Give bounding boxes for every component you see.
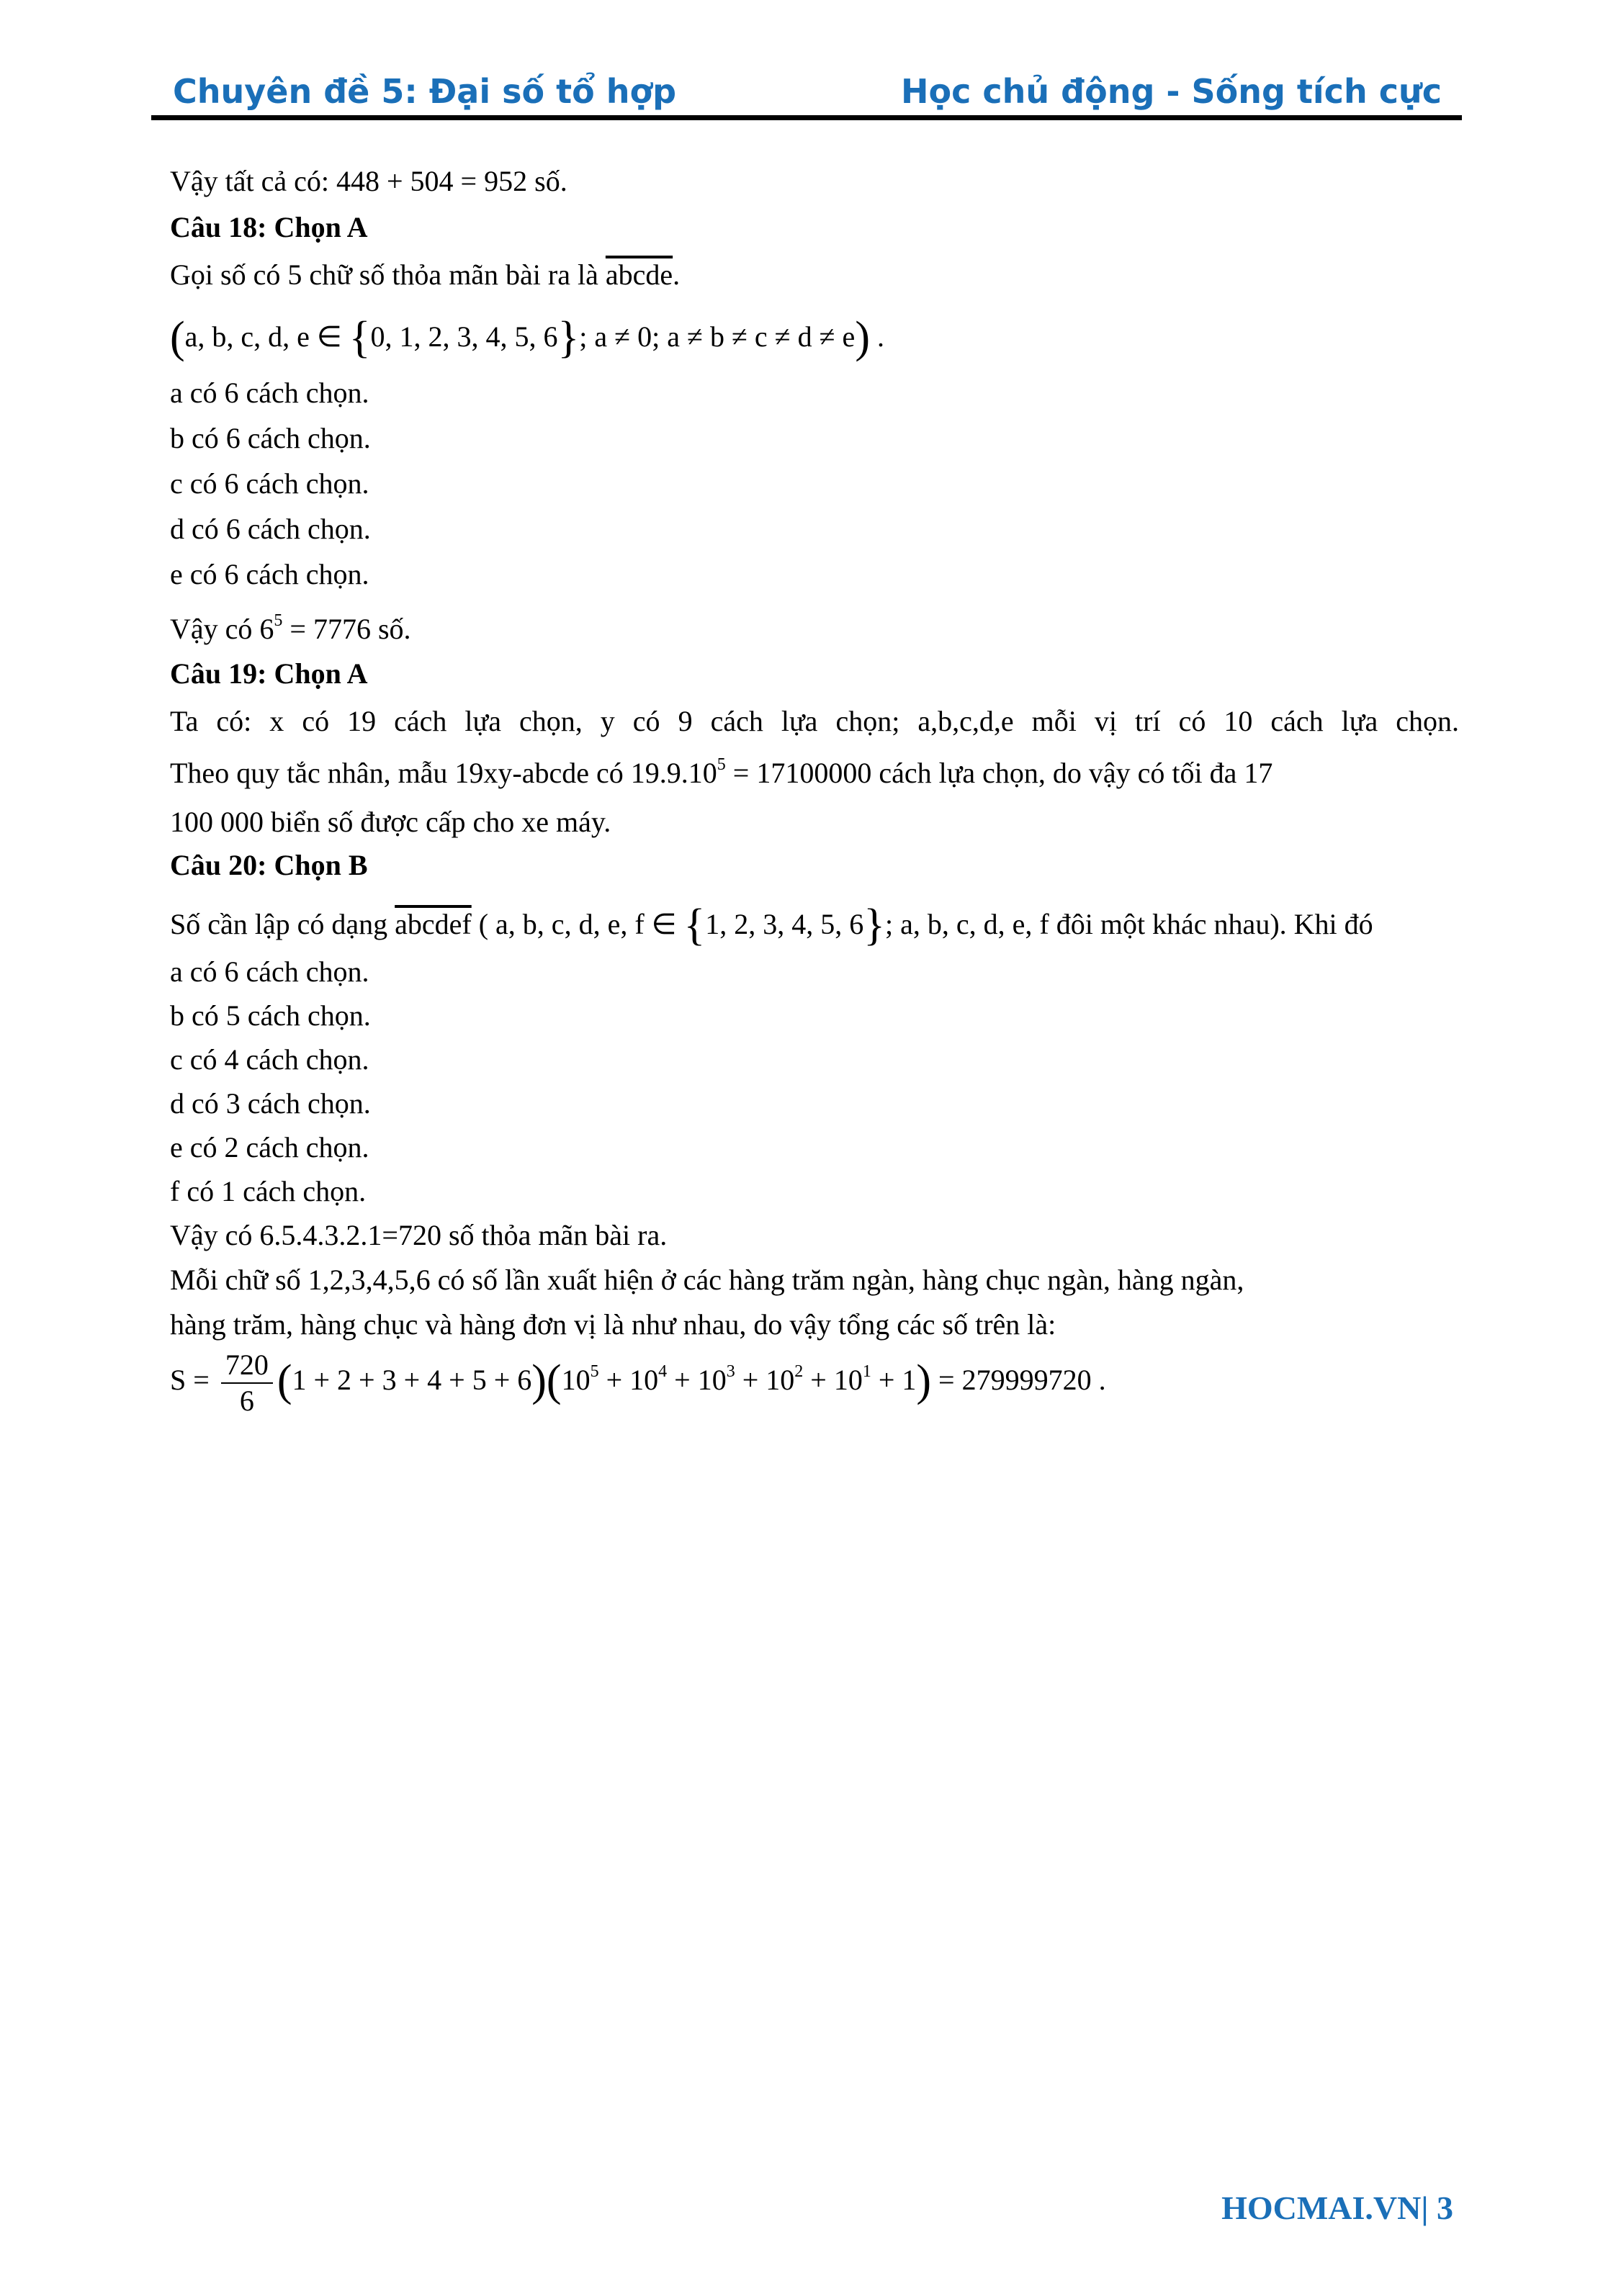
header-slogan: Học chủ động - Sống tích cực: [901, 72, 1442, 111]
text: = 7776 số.: [282, 613, 411, 645]
term: + 10: [667, 1364, 727, 1397]
q20-count-line: Vậy có 6.5.4.3.2.1=720 số thỏa mãn bài ra.: [170, 1219, 668, 1251]
exponent: 1: [862, 1362, 871, 1382]
number-notation: abcdef: [395, 908, 472, 940]
exponent: 5: [717, 755, 726, 774]
text: .: [869, 320, 884, 353]
text: Theo quy tắc nhân, mẫu 19xy-abcde có 19.9.10: [170, 757, 717, 789]
list-item: c có 4 cách chọn.: [170, 1043, 369, 1076]
text: .: [673, 258, 681, 291]
page-footer: [1221, 2189, 1453, 2227]
term: 10: [561, 1364, 591, 1397]
list-item: e có 2 cách chọn.: [170, 1131, 369, 1163]
list-item: e có 6 cách chọn.: [170, 558, 369, 590]
page-number: | 3: [1421, 2189, 1453, 2226]
formula-lhs: S =: [170, 1364, 210, 1397]
text: Số cần lập có dạng: [170, 908, 395, 940]
sum-formula: [170, 1348, 1106, 1418]
list-item: c có 6 cách chọn.: [170, 467, 369, 500]
total-count-line: [170, 164, 567, 199]
question-19-heading: Câu 19: Chọn A: [170, 657, 368, 690]
exponent: 5: [274, 611, 283, 630]
text: = 17100000 cách lựa chọn, do vậy có tối đa 17: [725, 757, 1273, 789]
set-lhs: ( a, b, c, d, e, f ∈: [471, 908, 684, 940]
header-divider: [151, 115, 1462, 120]
number-notation: abcde: [605, 258, 673, 291]
exponent: 4: [658, 1362, 668, 1382]
brace-close: }: [863, 901, 886, 950]
text: số.: [527, 165, 567, 197]
q19-paragraph-line: [170, 755, 1272, 791]
equation: 448 + 504 = 952: [336, 165, 528, 197]
text: Vậy có 6: [170, 613, 274, 645]
set-lhs: a, b, c, d, e ∈: [184, 320, 349, 353]
footer-site-name: HOCMAI.VN: [1221, 2189, 1422, 2226]
question-18-heading: Câu 18: Chọn A: [170, 211, 368, 243]
list-item: a có 6 cách chọn.: [170, 955, 369, 988]
q19-paragraph-line: 100 000 biển số được cấp cho xe máy.: [170, 806, 611, 838]
text: Gọi số có 5 chữ số thỏa mãn bài ra là: [170, 258, 606, 291]
list-item: d có 3 cách chọn.: [170, 1087, 371, 1120]
term: + 10: [735, 1364, 795, 1397]
header-topic-title: Chuyên đề 5: Đại số tổ hợp: [173, 72, 677, 111]
exponent: 5: [590, 1362, 599, 1382]
digit-set: 1, 2, 3, 4, 5, 6: [705, 908, 864, 940]
brace-open: {: [683, 901, 706, 950]
paren-close: ): [855, 313, 870, 362]
list-item: b có 5 cách chọn.: [170, 999, 371, 1032]
q18-intro-line: [170, 258, 680, 292]
paren-open: (: [170, 313, 185, 362]
q18-condition-line: [170, 311, 884, 364]
q20-paragraph-line: Mỗi chữ số 1,2,3,4,5,6 có số lần xuất hiện ở các hàng trăm ngàn, hàng chục ngàn, hàng ngàn,: [170, 1264, 1244, 1296]
list-item: f có 1 cách chọn.: [170, 1175, 367, 1207]
text: Vậy tất cả có:: [170, 165, 336, 197]
text: ; a, b, c, d, e, f đôi một khác nhau). Khi đó: [885, 908, 1373, 940]
digit-set: 0, 1, 2, 3, 4, 5, 6: [370, 320, 558, 353]
brace-close: }: [557, 313, 580, 362]
q20-paragraph-line: hàng trăm, hàng chục và hàng đơn vị là như nhau, do vậy tổng các số trên là:: [170, 1308, 1056, 1341]
paren-open: (: [546, 1356, 562, 1406]
constraints: ; a ≠ 0; a ≠ b ≠ c ≠ d ≠ e: [579, 320, 856, 353]
fraction: [221, 1348, 273, 1418]
q19-paragraph-line: Ta có: x có 19 cách lựa chọn, y có 9 cách lựa chọn; a,b,c,d,e mỗi vị trí có 10 cách lựa chọn.: [170, 705, 1459, 737]
question-20-heading: Câu 20: Chọn B: [170, 849, 368, 881]
list-item: b có 6 cách chọn.: [170, 422, 371, 454]
paren-open: (: [277, 1356, 292, 1406]
list-item: a có 6 cách chọn.: [170, 377, 369, 409]
digit-sum: 1 + 2 + 3 + 4 + 5 + 6: [292, 1364, 532, 1397]
term: + 10: [803, 1364, 863, 1397]
fraction-denominator: 6: [239, 1385, 254, 1417]
q20-intro-line: [170, 899, 1373, 952]
paren-close: ): [531, 1356, 547, 1406]
q18-result-line: [170, 611, 411, 647]
exponent: 2: [794, 1362, 804, 1382]
fraction-numerator: 720: [221, 1348, 273, 1384]
formula-result: = 279999720 .: [931, 1364, 1106, 1397]
term: + 1: [871, 1364, 917, 1397]
exponent: 3: [726, 1362, 735, 1382]
brace-open: {: [349, 313, 371, 362]
list-item: d có 6 cách chọn.: [170, 513, 371, 545]
term: + 10: [598, 1364, 659, 1397]
paren-close: ): [916, 1356, 932, 1406]
